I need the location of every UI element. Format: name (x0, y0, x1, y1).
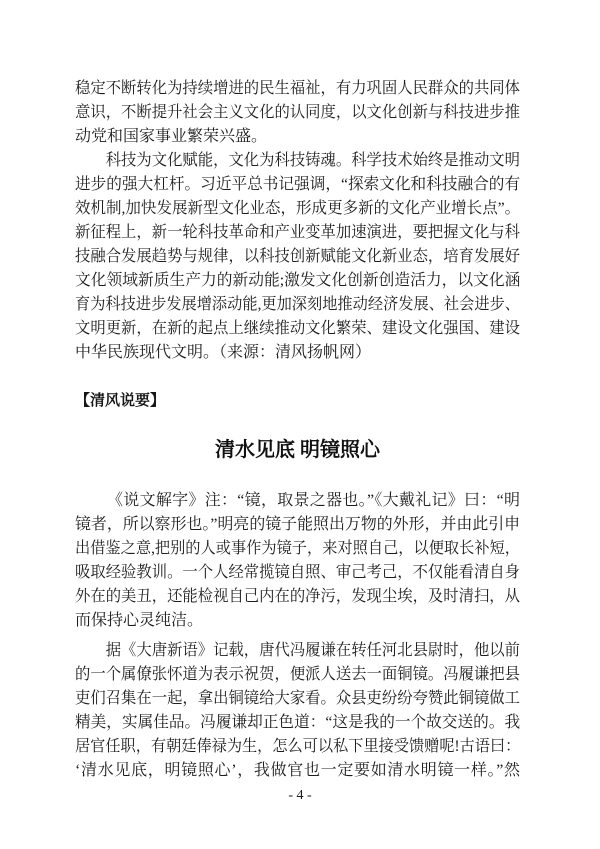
text-line: 技融合发展趋势与规律，以科技创新赋能文化新业态，培育发展好 (75, 248, 521, 265)
text-line: 稳定不断转化为持续增进的民生福祉，有力巩固人民群众的共同体 (75, 80, 521, 97)
text-line: 育为科技进步发展增添动能,更加深刻地推动经济发展、社会进步、 (75, 296, 521, 313)
text-line: 而保持心灵纯洁。 (75, 612, 204, 629)
section-header: 【清风说要】 (75, 393, 166, 409)
text-line: 吏们召集在一起，拿出铜镜给大家看。众县吏纷纷夸赞此铜镜做工 (75, 690, 521, 707)
paragraph-mirror-meaning (75, 489, 520, 633)
text-line: 据《大唐新语》记载，唐代冯履谦在转任河北县尉时，他以前 (105, 642, 521, 659)
text-line: 吸取经验教训。一个人经常揽镜自照、审己考己，不仅能看清自身 (75, 564, 521, 581)
text-line: ‘清水见底，明镜照心’，我做官也一定要如清水明镜一样。”然 (75, 762, 520, 779)
paragraph-continuation (75, 77, 520, 149)
text-line: 镜者，所以察形也。”明亮的镜子能照出万物的外形，并由此引申 (75, 516, 521, 533)
text-line: 效机制,加快发展新型文化业态，形成更多新的文化产业增长点”。 (75, 200, 521, 217)
paragraph-tech-empowers-culture (75, 149, 520, 365)
text-line: 居官任职，有朝廷俸禄为生，怎么可以私下里接受馈赠呢!古语曰： (75, 738, 521, 755)
page-content (75, 77, 520, 783)
text-line: 文化领域新质生产力的新动能;激发文化创新创造活力，以文化涵 (75, 272, 521, 289)
text-line: 新征程上，新一轮科技革命和产业变革加速演进，要把握文化与科 (75, 224, 521, 241)
text-line: 中华民族现代文明。（来源：清风扬帆网） (75, 344, 372, 361)
text-line: 外在的美丑，还能检视自己内在的净污，发现尘埃，及时清扫，从 (75, 588, 521, 605)
article-title: 清水见底 明镜照心 (215, 439, 380, 461)
text-line: 进步的强大杠杆。习近平总书记强调，“探索文化和科技融合的有 (75, 176, 521, 193)
text-line: 《说文解字》注：“镜，取景之器也。”《大戴礼记》曰：“明 (107, 492, 520, 509)
text-line: 出借鉴之意,把别的人或事作为镜子，来对照自己，以便取长补短， (75, 540, 521, 557)
page-footer (0, 786, 600, 806)
text-line: 动党和国家事业繁荣兴盛。 (75, 128, 268, 145)
text-line: 文明更新，在新的起点上继续推动文化繁荣、建设文化强国、建设 (75, 320, 521, 337)
text-line: 意识，不断提升社会主义文化的认同度，以文化创新与科技进步推 (75, 104, 521, 121)
text-line: 科技为文化赋能，文化为科技铸魂。科学技术始终是推动文明 (105, 152, 521, 169)
page-number: - 4 - (288, 788, 312, 803)
text-line: 的一个属僚张怀道为表示祝贺，便派人送去一面铜镜。冯履谦把县 (75, 666, 521, 683)
text-line: 精美，实属佳品。冯履谦却正色道：“这是我的一个故交送的。我 (75, 714, 521, 731)
paragraph-feng-luqian-story (75, 639, 520, 783)
